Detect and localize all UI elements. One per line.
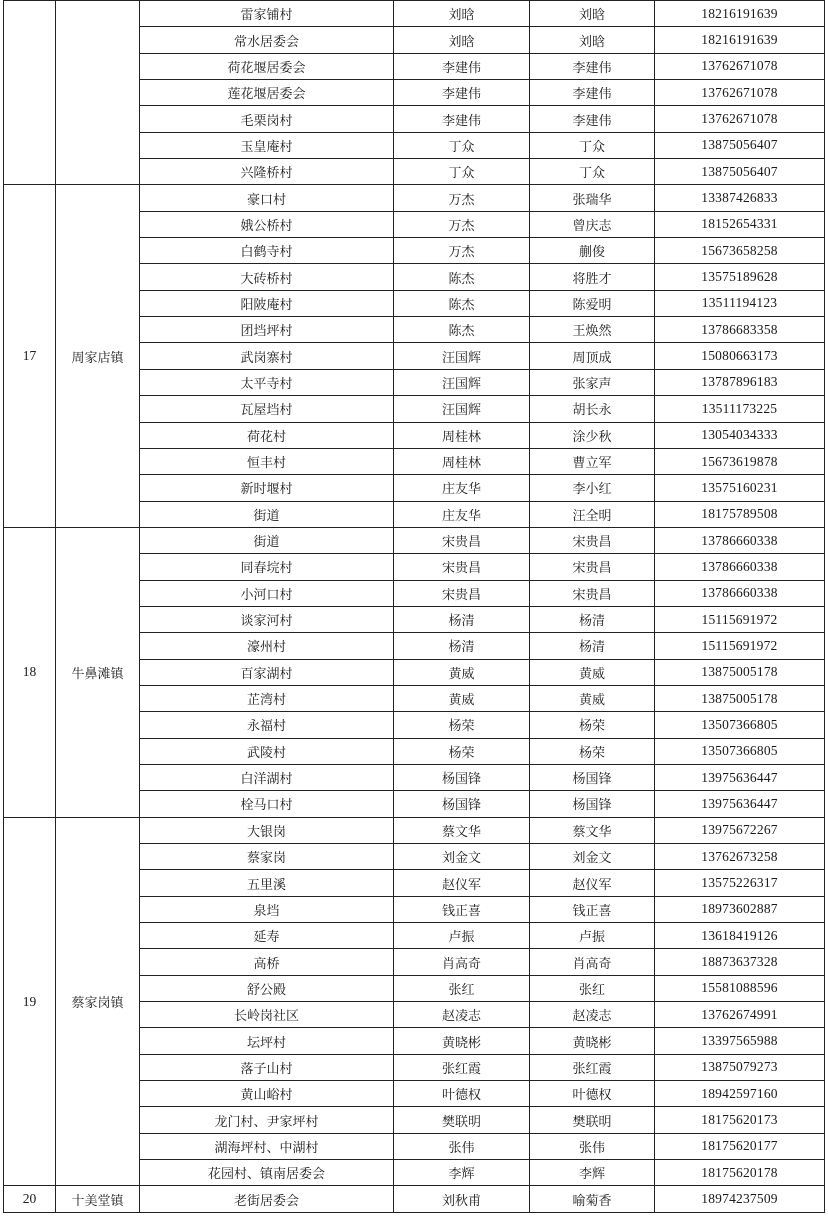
village-name-cell: 恒丰村 <box>140 448 394 474</box>
phone-number-cell: 18175620178 <box>655 1160 825 1186</box>
leader-name-cell: 樊联明 <box>394 1107 530 1133</box>
contact-name-cell: 杨荣 <box>530 712 655 738</box>
leader-name-cell: 张伟 <box>394 1133 530 1159</box>
contact-name-cell: 宋贵昌 <box>530 527 655 553</box>
contact-name-cell: 张伟 <box>530 1133 655 1159</box>
phone-number-cell: 13786660338 <box>655 527 825 553</box>
village-name-cell: 太平寺村 <box>140 369 394 395</box>
town-name-cell: 十美堂镇 <box>56 1186 140 1212</box>
village-name-cell: 白洋湖村 <box>140 764 394 790</box>
village-name-cell: 蔡家岗 <box>140 844 394 870</box>
contact-name-cell: 李小红 <box>530 475 655 501</box>
phone-number-cell: 13875079273 <box>655 1054 825 1080</box>
phone-number-cell: 15673619878 <box>655 448 825 474</box>
village-name-cell: 黄山峪村 <box>140 1081 394 1107</box>
village-name-cell: 永福村 <box>140 712 394 738</box>
contact-name-cell: 张红霞 <box>530 1054 655 1080</box>
village-name-cell: 大银岗 <box>140 817 394 843</box>
village-name-cell: 玉皇庵村 <box>140 132 394 158</box>
group-index-cell <box>4 1 56 185</box>
leader-name-cell: 陈杰 <box>394 290 530 316</box>
village-name-cell: 阳陂庵村 <box>140 290 394 316</box>
leader-name-cell: 李建伟 <box>394 80 530 106</box>
leader-name-cell: 李建伟 <box>394 106 530 132</box>
village-name-cell: 同春垸村 <box>140 554 394 580</box>
contact-name-cell: 宋贵昌 <box>530 580 655 606</box>
contact-name-cell: 王焕然 <box>530 317 655 343</box>
phone-number-cell: 18152654331 <box>655 211 825 237</box>
village-name-cell: 小河口村 <box>140 580 394 606</box>
contact-name-cell: 李建伟 <box>530 53 655 79</box>
phone-number-cell: 13762671078 <box>655 53 825 79</box>
contact-table <box>3 0 825 1213</box>
village-name-cell: 白鹤寺村 <box>140 238 394 264</box>
phone-number-cell: 15115691972 <box>655 633 825 659</box>
leader-name-cell: 杨荣 <box>394 712 530 738</box>
leader-name-cell: 庄友华 <box>394 501 530 527</box>
leader-name-cell: 陈杰 <box>394 317 530 343</box>
contact-name-cell: 杨国锋 <box>530 764 655 790</box>
leader-name-cell: 万杰 <box>394 238 530 264</box>
village-name-cell: 兴隆桥村 <box>140 159 394 185</box>
group-index-cell: 19 <box>4 817 56 1186</box>
group-index-cell: 17 <box>4 185 56 527</box>
leader-name-cell: 丁众 <box>394 159 530 185</box>
group-index-cell: 18 <box>4 527 56 817</box>
leader-name-cell: 周桂林 <box>394 448 530 474</box>
village-name-cell: 武岗寨村 <box>140 343 394 369</box>
town-name-cell: 牛鼻滩镇 <box>56 527 140 817</box>
phone-number-cell: 13575189628 <box>655 264 825 290</box>
phone-number-cell: 13875056407 <box>655 159 825 185</box>
contact-name-cell: 卢振 <box>530 923 655 949</box>
leader-name-cell: 宋贵昌 <box>394 554 530 580</box>
phone-number-cell: 13787896183 <box>655 369 825 395</box>
table-row <box>4 527 825 553</box>
leader-name-cell: 蔡文华 <box>394 817 530 843</box>
contact-name-cell: 周顶成 <box>530 343 655 369</box>
leader-name-cell: 李辉 <box>394 1160 530 1186</box>
contact-name-cell: 刘晗 <box>530 27 655 53</box>
phone-number-cell: 18974237509 <box>655 1186 825 1212</box>
village-name-cell: 雷家铺村 <box>140 1 394 27</box>
contact-name-cell: 丁众 <box>530 132 655 158</box>
village-name-cell: 湖海坪村、中湖村 <box>140 1133 394 1159</box>
leader-name-cell: 万杰 <box>394 211 530 237</box>
phone-number-cell: 18175620177 <box>655 1133 825 1159</box>
phone-number-cell: 18942597160 <box>655 1081 825 1107</box>
phone-number-cell: 13618419126 <box>655 923 825 949</box>
contact-name-cell: 赵仪军 <box>530 870 655 896</box>
village-name-cell: 武陵村 <box>140 738 394 764</box>
contact-name-cell: 胡长永 <box>530 396 655 422</box>
phone-number-cell: 13975636447 <box>655 791 825 817</box>
phone-number-cell: 13762674991 <box>655 1002 825 1028</box>
leader-name-cell: 李建伟 <box>394 53 530 79</box>
phone-number-cell: 18973602887 <box>655 896 825 922</box>
phone-number-cell: 13975636447 <box>655 764 825 790</box>
table-row <box>4 1 825 27</box>
contact-name-cell: 黄威 <box>530 685 655 711</box>
village-name-cell: 高桥 <box>140 949 394 975</box>
contact-name-cell: 刘晗 <box>530 1 655 27</box>
phone-number-cell: 13575226317 <box>655 870 825 896</box>
village-name-cell: 老街居委会 <box>140 1186 394 1212</box>
leader-name-cell: 张红 <box>394 975 530 1001</box>
contact-name-cell: 宋贵昌 <box>530 554 655 580</box>
phone-number-cell: 13762671078 <box>655 106 825 132</box>
contact-name-cell: 曾庆志 <box>530 211 655 237</box>
leader-name-cell: 黄威 <box>394 685 530 711</box>
village-name-cell: 落子山村 <box>140 1054 394 1080</box>
contact-table-body <box>4 1 825 1213</box>
leader-name-cell: 庄友华 <box>394 475 530 501</box>
contact-name-cell: 曹立军 <box>530 448 655 474</box>
phone-number-cell: 13786660338 <box>655 580 825 606</box>
contact-name-cell: 肖高奇 <box>530 949 655 975</box>
phone-number-cell: 13511173225 <box>655 396 825 422</box>
village-name-cell: 团垱坪村 <box>140 317 394 343</box>
contact-name-cell: 汪全明 <box>530 501 655 527</box>
leader-name-cell: 刘秋甫 <box>394 1186 530 1212</box>
contact-name-cell: 丁众 <box>530 159 655 185</box>
leader-name-cell: 汪国辉 <box>394 343 530 369</box>
phone-number-cell: 13507366805 <box>655 738 825 764</box>
village-name-cell: 荷花村 <box>140 422 394 448</box>
phone-number-cell: 13875056407 <box>655 132 825 158</box>
village-name-cell: 百家湖村 <box>140 659 394 685</box>
leader-name-cell: 丁众 <box>394 132 530 158</box>
phone-number-cell: 15080663173 <box>655 343 825 369</box>
contact-name-cell: 陈爱明 <box>530 290 655 316</box>
phone-number-cell: 13975672267 <box>655 817 825 843</box>
village-name-cell: 瓦屋垱村 <box>140 396 394 422</box>
leader-name-cell: 黄威 <box>394 659 530 685</box>
contact-name-cell: 杨国锋 <box>530 791 655 817</box>
contact-name-cell: 张红 <box>530 975 655 1001</box>
phone-number-cell: 13786683358 <box>655 317 825 343</box>
village-name-cell: 五里溪 <box>140 870 394 896</box>
contact-name-cell: 樊联明 <box>530 1107 655 1133</box>
contact-name-cell: 叶德权 <box>530 1081 655 1107</box>
phone-number-cell: 18175620173 <box>655 1107 825 1133</box>
phone-number-cell: 13054034333 <box>655 422 825 448</box>
village-name-cell: 栓马口村 <box>140 791 394 817</box>
leader-name-cell: 杨清 <box>394 606 530 632</box>
contact-name-cell: 黄晓彬 <box>530 1028 655 1054</box>
contact-name-cell: 赵凌志 <box>530 1002 655 1028</box>
village-name-cell: 延寿 <box>140 923 394 949</box>
phone-number-cell: 13762673258 <box>655 844 825 870</box>
table-row <box>4 185 825 211</box>
village-name-cell: 芷湾村 <box>140 685 394 711</box>
phone-number-cell: 13507366805 <box>655 712 825 738</box>
village-name-cell: 舒公殿 <box>140 975 394 1001</box>
phone-number-cell: 13875005178 <box>655 659 825 685</box>
phone-number-cell: 13397565988 <box>655 1028 825 1054</box>
phone-number-cell: 18216191639 <box>655 27 825 53</box>
contact-name-cell: 蒯俊 <box>530 238 655 264</box>
phone-number-cell: 15673658258 <box>655 238 825 264</box>
village-name-cell: 娥公桥村 <box>140 211 394 237</box>
village-name-cell: 龙门村、尹家坪村 <box>140 1107 394 1133</box>
contact-name-cell: 杨清 <box>530 633 655 659</box>
contact-name-cell: 涂少秋 <box>530 422 655 448</box>
leader-name-cell: 周桂林 <box>394 422 530 448</box>
leader-name-cell: 杨国锋 <box>394 791 530 817</box>
contact-name-cell: 张家声 <box>530 369 655 395</box>
contact-name-cell: 张瑞华 <box>530 185 655 211</box>
village-name-cell: 濠州村 <box>140 633 394 659</box>
leader-name-cell: 黄晓彬 <box>394 1028 530 1054</box>
village-name-cell: 坛坪村 <box>140 1028 394 1054</box>
phone-number-cell: 18216191639 <box>655 1 825 27</box>
village-name-cell: 豪口村 <box>140 185 394 211</box>
phone-number-cell: 13875005178 <box>655 685 825 711</box>
leader-name-cell: 汪国辉 <box>394 369 530 395</box>
leader-name-cell: 刘晗 <box>394 1 530 27</box>
leader-name-cell: 刘金文 <box>394 844 530 870</box>
phone-number-cell: 18873637328 <box>655 949 825 975</box>
village-name-cell: 荷花堰居委会 <box>140 53 394 79</box>
village-name-cell: 常水居委会 <box>140 27 394 53</box>
village-name-cell: 花园村、镇南居委会 <box>140 1160 394 1186</box>
leader-name-cell: 钱正喜 <box>394 896 530 922</box>
contact-name-cell: 李辉 <box>530 1160 655 1186</box>
village-name-cell: 泉垱 <box>140 896 394 922</box>
phone-number-cell: 18175789508 <box>655 501 825 527</box>
phone-number-cell: 13387426833 <box>655 185 825 211</box>
leader-name-cell: 宋贵昌 <box>394 580 530 606</box>
leader-name-cell: 张红霞 <box>394 1054 530 1080</box>
village-name-cell: 莲花堰居委会 <box>140 80 394 106</box>
leader-name-cell: 汪国辉 <box>394 396 530 422</box>
leader-name-cell: 万杰 <box>394 185 530 211</box>
village-name-cell: 街道 <box>140 527 394 553</box>
town-name-cell: 蔡家岗镇 <box>56 817 140 1186</box>
leader-name-cell: 宋贵昌 <box>394 527 530 553</box>
leader-name-cell: 赵凌志 <box>394 1002 530 1028</box>
contact-name-cell: 杨荣 <box>530 738 655 764</box>
leader-name-cell: 肖高奇 <box>394 949 530 975</box>
phone-number-cell: 13575160231 <box>655 475 825 501</box>
phone-number-cell: 13511194123 <box>655 290 825 316</box>
phone-number-cell: 15581088596 <box>655 975 825 1001</box>
leader-name-cell: 刘晗 <box>394 27 530 53</box>
contact-name-cell: 钱正喜 <box>530 896 655 922</box>
village-name-cell: 毛栗岗村 <box>140 106 394 132</box>
contact-name-cell: 黄威 <box>530 659 655 685</box>
table-row <box>4 1186 825 1212</box>
leader-name-cell: 赵仪军 <box>394 870 530 896</box>
leader-name-cell: 陈杰 <box>394 264 530 290</box>
village-name-cell: 长岭岗社区 <box>140 1002 394 1028</box>
contact-name-cell: 杨清 <box>530 606 655 632</box>
village-name-cell: 新时堰村 <box>140 475 394 501</box>
village-name-cell: 街道 <box>140 501 394 527</box>
leader-name-cell: 杨国锋 <box>394 764 530 790</box>
town-name-cell: 周家店镇 <box>56 185 140 527</box>
village-name-cell: 大砖桥村 <box>140 264 394 290</box>
leader-name-cell: 叶德权 <box>394 1081 530 1107</box>
leader-name-cell: 杨荣 <box>394 738 530 764</box>
contact-name-cell: 李建伟 <box>530 80 655 106</box>
town-name-cell <box>56 1 140 185</box>
phone-number-cell: 13786660338 <box>655 554 825 580</box>
contact-name-cell: 蔡文华 <box>530 817 655 843</box>
group-index-cell: 20 <box>4 1186 56 1212</box>
phone-number-cell: 13762671078 <box>655 80 825 106</box>
leader-name-cell: 卢振 <box>394 923 530 949</box>
contact-name-cell: 喻菊香 <box>530 1186 655 1212</box>
leader-name-cell: 杨清 <box>394 633 530 659</box>
contact-name-cell: 将胜才 <box>530 264 655 290</box>
contact-name-cell: 刘金文 <box>530 844 655 870</box>
phone-number-cell: 15115691972 <box>655 606 825 632</box>
village-name-cell: 谈家河村 <box>140 606 394 632</box>
table-row <box>4 817 825 843</box>
contact-name-cell: 李建伟 <box>530 106 655 132</box>
